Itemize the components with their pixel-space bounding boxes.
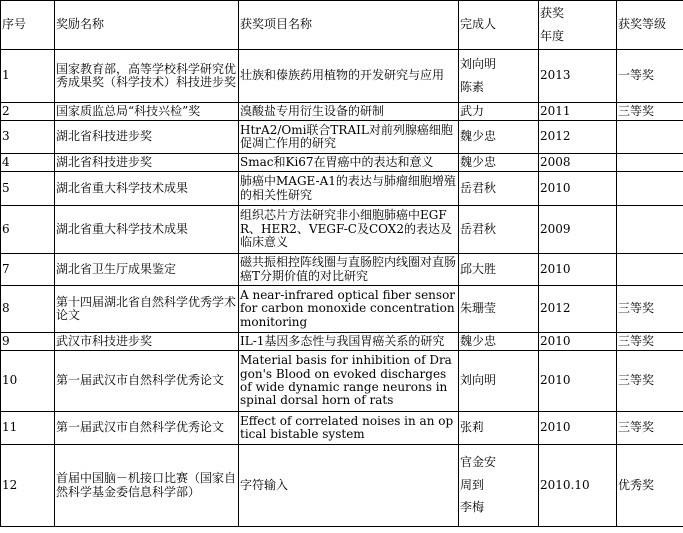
table-row	[1, 206, 683, 254]
row-project: HtrA2/Omi联合TRAIL对前列腺癌细胞促凋亡作用的研究	[239, 121, 459, 154]
person-name: 李梅	[460, 500, 485, 515]
row-level: 三等奖	[617, 103, 683, 121]
header-no: 序号	[1, 1, 55, 50]
row-no: 5	[1, 172, 55, 206]
header-level: 获奖等级	[617, 1, 683, 50]
row-people	[459, 50, 539, 103]
row-year: 2013	[539, 50, 617, 103]
row-year: 2010	[539, 172, 617, 206]
row-project: 组织芯片方法研究非小细胞肺癌中EGFR、HER2、VEGF-C及COX2的表达及临床意义	[239, 206, 459, 254]
row-level: 三等奖	[617, 351, 683, 412]
row-people: 朱珊莹	[459, 286, 539, 333]
row-project: Material basis for inhibition of Dragon's Blood on evoked discharges of wide dynamic range neurons in spinal dorsal horn of rats	[239, 351, 459, 412]
table-row	[1, 154, 683, 172]
header-row	[1, 1, 683, 50]
row-award: 国家教育部，高等学校科学研究优秀成果奖（科学技术）科技进步奖	[55, 50, 239, 103]
table-row	[1, 286, 683, 333]
table-row	[1, 103, 683, 121]
header-year-top: 获奖	[540, 5, 565, 20]
row-no: 1	[1, 50, 55, 103]
row-no: 11	[1, 412, 55, 445]
row-no: 6	[1, 206, 55, 254]
row-award: 第一届武汉市自然科学优秀论文	[55, 412, 239, 445]
row-people: 邱大胜	[459, 254, 539, 286]
row-project: 溴酸盐专用衍生设备的研制	[239, 103, 459, 121]
row-level: 三等奖	[617, 286, 683, 333]
row-level: 优秀奖	[617, 445, 683, 527]
row-award: 武汉市科技进步奖	[55, 333, 239, 351]
row-project: 字符输入	[239, 445, 459, 527]
row-no: 4	[1, 154, 55, 172]
person-name: 刘向明	[460, 56, 497, 71]
header-award-name: 奖励名称	[55, 1, 239, 50]
person-name: 周到	[460, 477, 485, 492]
row-no: 7	[1, 254, 55, 286]
row-year: 2009	[539, 206, 617, 254]
table-row	[1, 445, 683, 527]
row-people: 刘向明	[459, 351, 539, 412]
row-project: 磁共振相控阵线圈与直肠腔内线圈对直肠癌T分期价值的对比研究	[239, 254, 459, 286]
row-no: 8	[1, 286, 55, 333]
header-people: 完成人	[459, 1, 539, 50]
row-level	[617, 121, 683, 154]
row-project: 壮族和傣族药用植物的开发研究与应用	[239, 50, 459, 103]
row-award: 湖北省重大科学技术成果	[55, 206, 239, 254]
row-people: 岳君秋	[459, 206, 539, 254]
row-people: 张莉	[459, 412, 539, 445]
row-project: Effect of correlated noises in an optical bistable system	[239, 412, 459, 445]
row-year: 2010	[539, 254, 617, 286]
row-award: 首届中国脑－机接口比赛（国家自然科学基金委信息科学部）	[55, 445, 239, 527]
row-no: 9	[1, 333, 55, 351]
table-row	[1, 333, 683, 351]
row-award: 第十四届湖北省自然科学优秀学术论文	[55, 286, 239, 333]
row-level	[617, 154, 683, 172]
row-award: 湖北省卫生厅成果鉴定	[55, 254, 239, 286]
row-award: 湖北省重大科学技术成果	[55, 172, 239, 206]
row-year: 2012	[539, 286, 617, 333]
row-level: 三等奖	[617, 412, 683, 445]
row-project: IL-1基因多态性与我国胃癌关系的研究	[239, 333, 459, 351]
header-year	[539, 1, 617, 50]
table-row	[1, 121, 683, 154]
row-award: 湖北省科技进步奖	[55, 121, 239, 154]
table-row	[1, 50, 683, 103]
row-no: 12	[1, 445, 55, 527]
header-year-bottom: 年度	[540, 29, 565, 43]
row-people: 岳君秋	[459, 172, 539, 206]
row-project: 肺癌中MAGE-A1的表达与肺瘤细胞增殖的相关性研究	[239, 172, 459, 206]
row-people: 武力	[459, 103, 539, 121]
row-year: 2010.10	[539, 445, 617, 527]
person-name: 官金安	[460, 455, 497, 470]
row-level	[617, 254, 683, 286]
table-row	[1, 254, 683, 286]
row-year: 2011	[539, 103, 617, 121]
row-award: 第一届武汉市自然科学优秀论文	[55, 351, 239, 412]
row-people: 魏少忠	[459, 154, 539, 172]
row-no: 3	[1, 121, 55, 154]
person-name: 陈素	[460, 80, 485, 94]
row-year: 2008	[539, 154, 617, 172]
row-project: A near-infrared optical fiber sensor for carbon monoxide concentration monitoring	[239, 286, 459, 333]
row-no: 2	[1, 103, 55, 121]
header-project: 获奖项目名称	[239, 1, 459, 50]
table-row	[1, 412, 683, 445]
table-row	[1, 351, 683, 412]
row-award: 湖北省科技进步奖	[55, 154, 239, 172]
row-level	[617, 172, 683, 206]
row-year: 2010	[539, 412, 617, 445]
row-year: 2010	[539, 333, 617, 351]
row-year: 2012	[539, 121, 617, 154]
row-level: 一等奖	[617, 50, 683, 103]
row-project: Smac和Ki67在胃癌中的表达和意义	[239, 154, 459, 172]
table-row	[1, 172, 683, 206]
row-people	[459, 445, 539, 527]
row-people: 魏少忠	[459, 121, 539, 154]
row-award: 国家质监总局“科技兴检”奖	[55, 103, 239, 121]
row-level: 三等奖	[617, 333, 683, 351]
row-people: 魏少忠	[459, 333, 539, 351]
row-no: 10	[1, 351, 55, 412]
row-year: 2010	[539, 351, 617, 412]
row-level	[617, 206, 683, 254]
